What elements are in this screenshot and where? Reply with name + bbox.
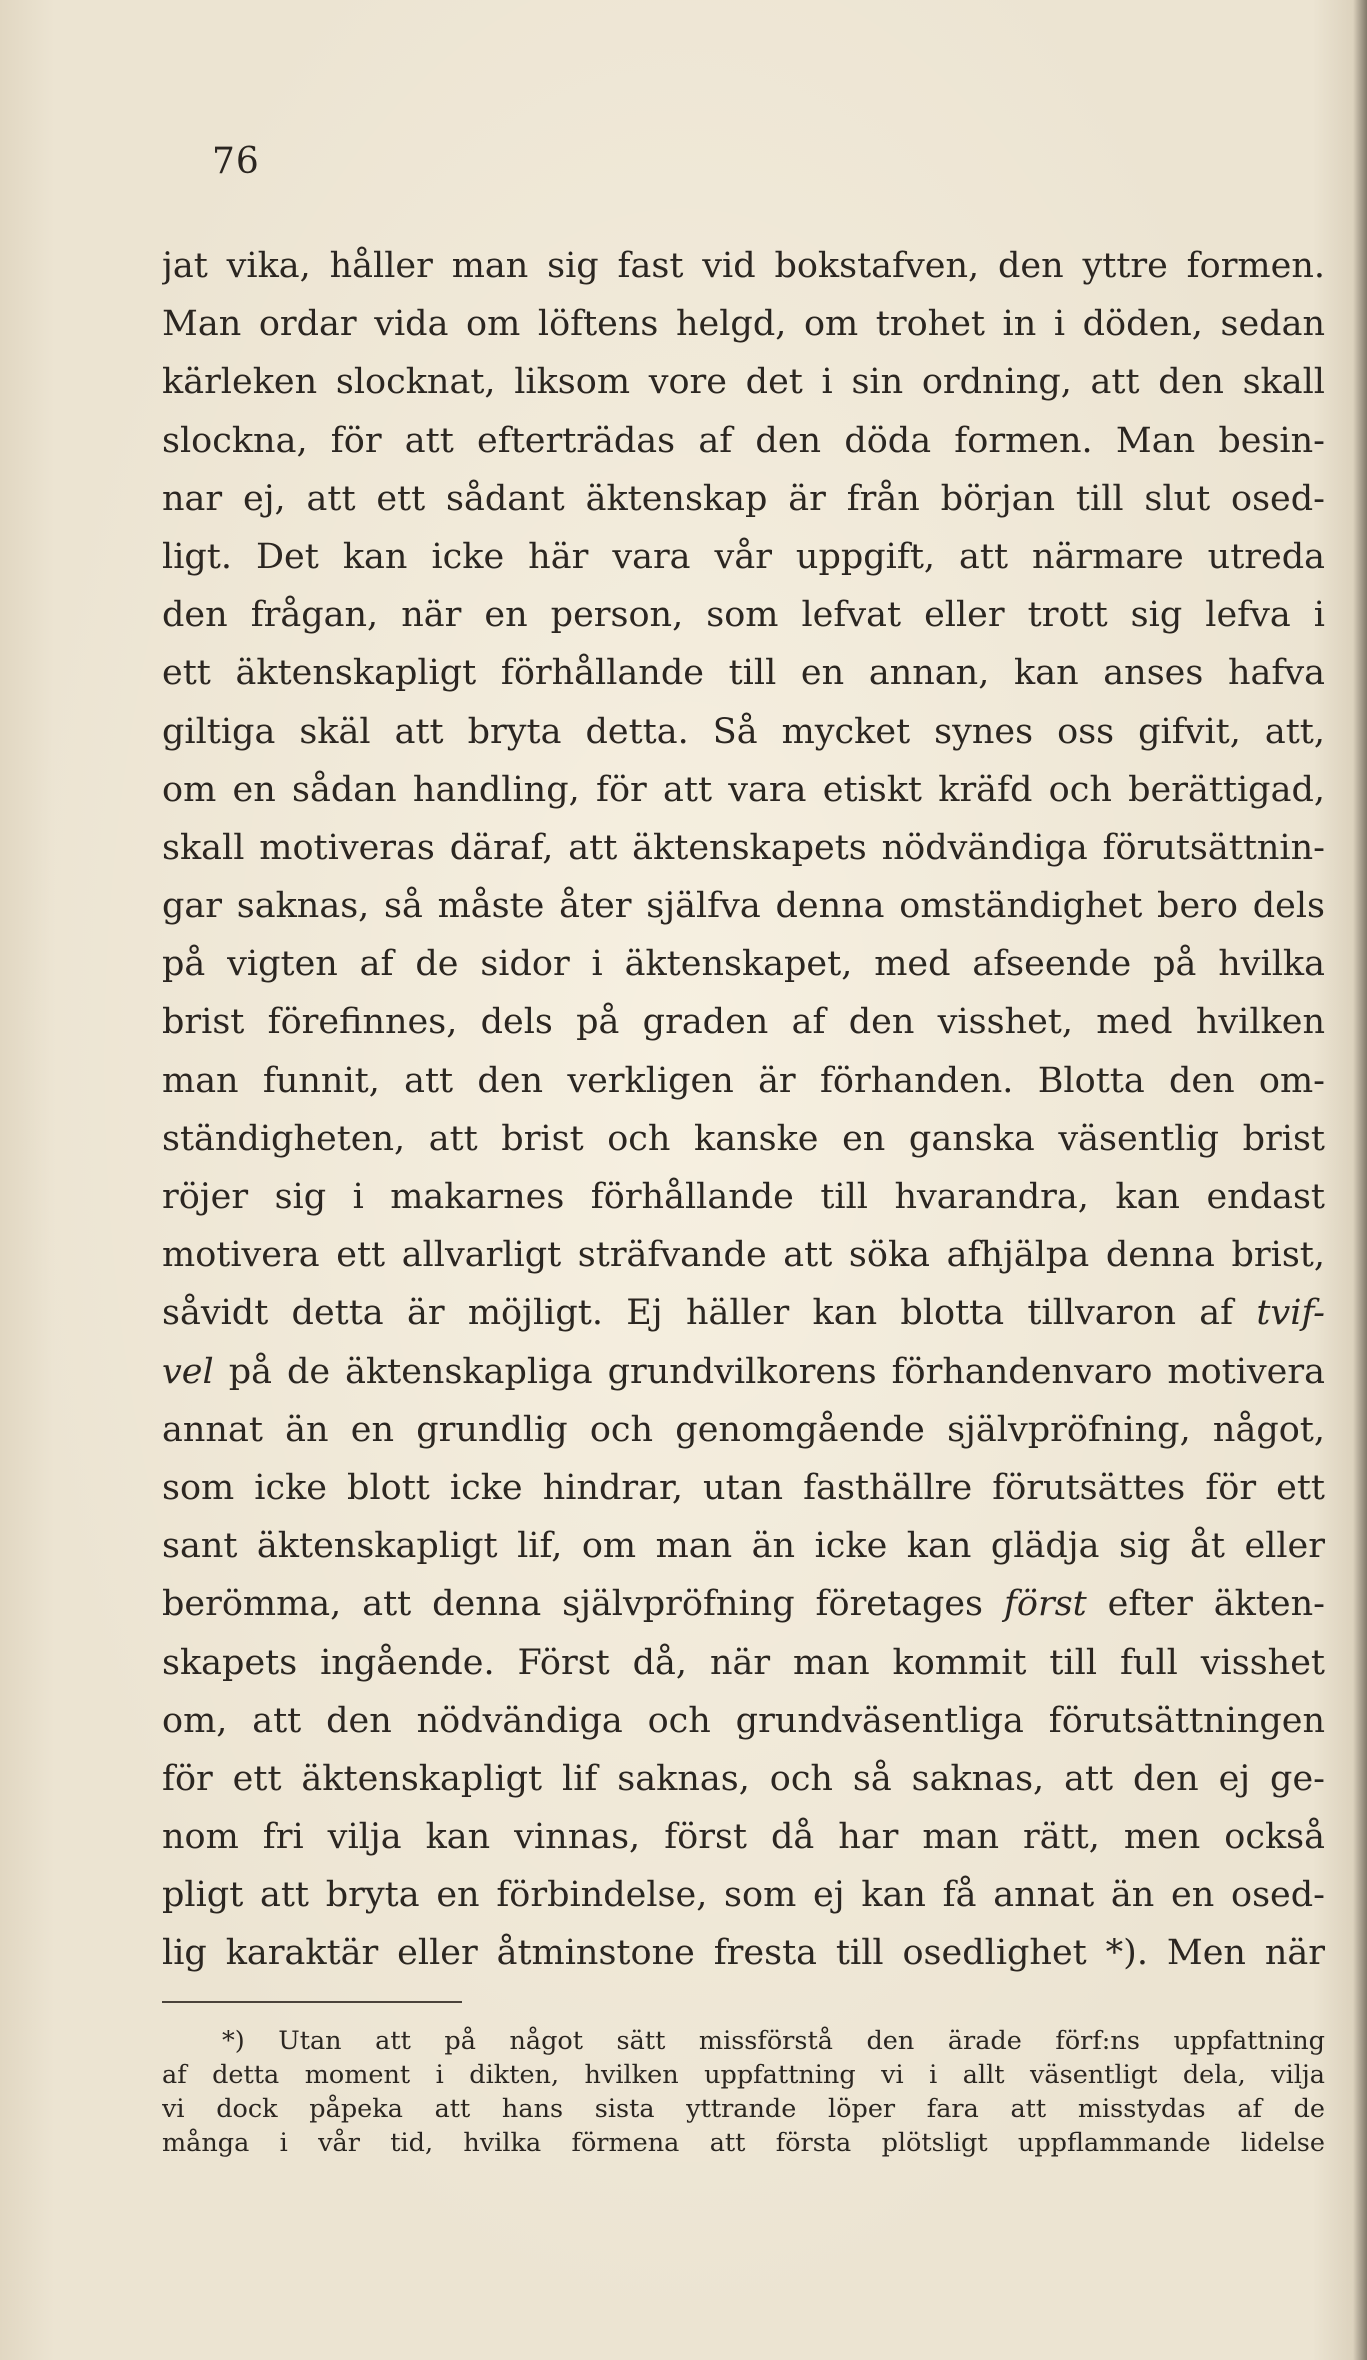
- text-line-24-end: efter äkten-: [1086, 1584, 1325, 1625]
- text-line-5: nar ej, att ett sådant äktenskap är från början till slut osed-: [162, 478, 1325, 519]
- text-line-10: om en sådan handling, för att vara etiskt kräfd och berättigad,: [162, 769, 1325, 810]
- page-number: 76: [212, 141, 260, 182]
- text-line-20-rest: på de äktenskapliga grundvilkorens förhandenvaro motivera: [213, 1351, 1325, 1392]
- footnote-rule: [162, 2001, 462, 2003]
- text-line-2: Man ordar vida om löftens helgd, om trohet in i döden, sedan: [162, 304, 1325, 345]
- text-line-17: röjer sig i makarnes förhållande till hvarandra, kan endast: [162, 1177, 1325, 1217]
- text-line-19-roman: såvidt detta är möjligt. Ej häller kan blotta tillvaron af: [162, 1293, 1234, 1334]
- text-line-12: gar saknas, så måste åter själfva denna omständighet bero dels: [162, 886, 1325, 927]
- text-line-3: kärleken slocknat, liksom vore det i sin ordning, att den skall: [162, 362, 1325, 403]
- italic-word-forst: först: [1003, 1584, 1087, 1625]
- text-line-19: [162, 1284, 1325, 1342]
- footnote: [162, 2024, 1325, 2160]
- text-line-9: giltiga skäl att bryta detta. Så mycket synes oss gifvit, att,: [162, 711, 1325, 752]
- text-line-28: nom fri vilja kan vinnas, först då har man rätt, men också: [162, 1817, 1325, 1858]
- text-line-29: pligt att bryta en förbindelse, som ej kan få annat än en osed-: [162, 1875, 1325, 1916]
- footnote-line-2: af detta moment i dikten, hvilken uppfattning vi i allt väsentligt dela, vilja: [162, 2060, 1325, 2090]
- text-line-25: skapets ingående. Först då, när man kommit till full visshet: [162, 1642, 1325, 1683]
- footnote-line-4: många i vår tid, hvilka förmena att första plötsligt uppflammande lidelse: [162, 2128, 1325, 2158]
- italic-word-vel: vel: [162, 1351, 214, 1392]
- body-text: [162, 237, 1325, 1983]
- text-line-4: slockna, för att efterträdas af den döda formen. Man besin-: [162, 420, 1325, 461]
- text-line-24: [162, 1575, 1325, 1633]
- text-line-27: för ett äktenskapligt lif saknas, och så saknas, att den ej ge-: [162, 1758, 1325, 1799]
- text-line-26: om, att den nödvändiga och grundväsentliga förutsättningen: [162, 1700, 1325, 1741]
- text-line-21: annat än en grundlig och genomgående självpröfning, något,: [162, 1409, 1325, 1450]
- page-edge-shadow: [1353, 0, 1367, 2360]
- text-line-23: sant äktenskapligt lif, om man än icke kan glädja sig åt eller: [162, 1526, 1325, 1567]
- text-line-20: [162, 1343, 1325, 1401]
- italic-word-tvif: tvif-: [1256, 1293, 1325, 1334]
- text-line-11: skall motiveras däraf, att äktenskapets nödvändiga förutsättnin-: [162, 827, 1325, 868]
- footnote-line-3: vi dock påpeka att hans sista yttrande löper fara att misstydas af de: [162, 2094, 1325, 2124]
- text-line-16: ständigheten, att brist och kanske en ganska väsentlig brist: [162, 1118, 1325, 1159]
- text-line-7: den frågan, när en person, som lefvat eller trott sig lefva i: [162, 595, 1325, 636]
- text-line-8: ett äktenskapligt förhållande till en annan, kan anses hafva: [162, 653, 1325, 694]
- text-line-14: brist förefinnes, dels på graden af den visshet, med hvilken: [162, 1002, 1325, 1043]
- text-line-6: ligt. Det kan icke här vara vår uppgift, att närmare utreda: [162, 536, 1325, 577]
- text-line-13: på vigten af de sidor i äktenskapet, med afseende på hvilka: [162, 944, 1325, 985]
- text-line-22: som icke blott icke hindrar, utan fasthällre förutsättes för ett: [162, 1467, 1325, 1508]
- text-line-18: motivera ett allvarligt sträfvande att söka afhjälpa denna brist,: [162, 1235, 1325, 1276]
- text-line-15: man funnit, att den verkligen är förhanden. Blotta den om-: [162, 1060, 1325, 1101]
- text-line-30: lig karaktär eller åtminstone fresta till osedlighet *). Men när: [162, 1933, 1325, 1974]
- text-line-1: jat vika, håller man sig fast vid bokstafven, den yttre formen.: [162, 246, 1325, 286]
- footnote-line-1: *) Utan att på något sätt missförstå den ärade förf:ns uppfattning: [222, 2026, 1325, 2056]
- text-line-24-start: berömma, att denna självpröfning företages: [162, 1584, 1004, 1625]
